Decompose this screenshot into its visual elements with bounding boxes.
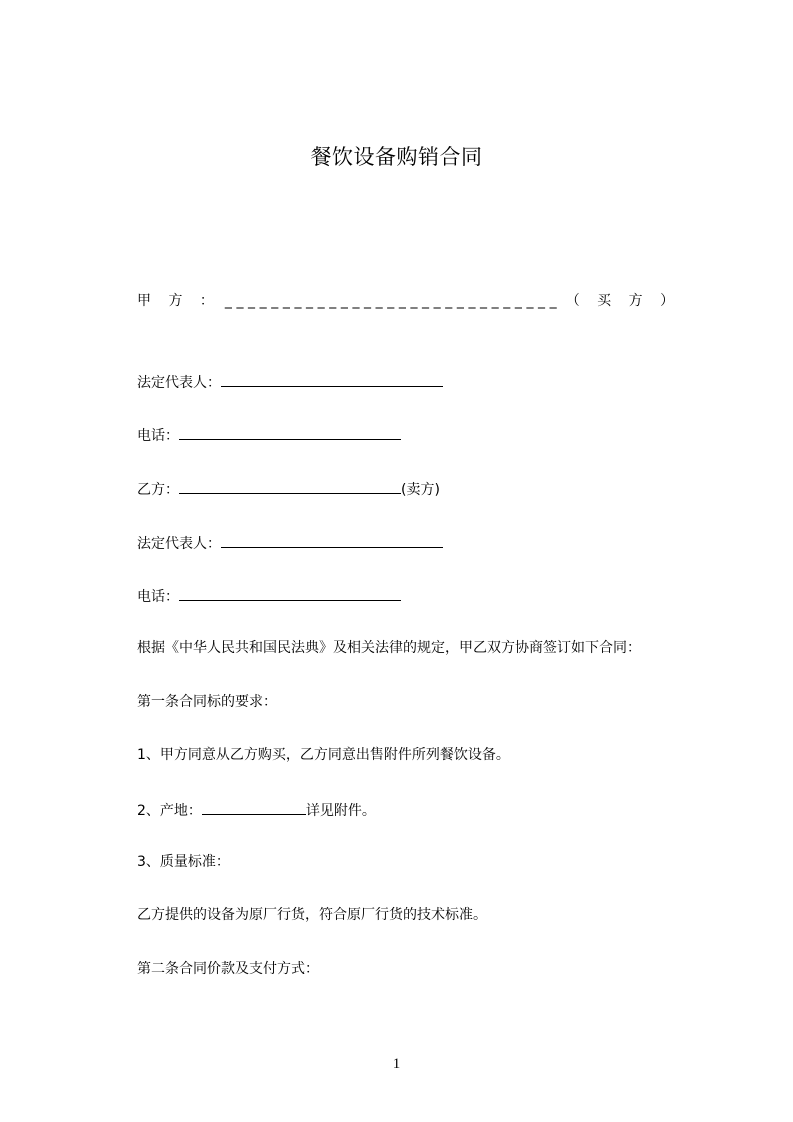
document-title: 餐饮设备购销合同: [310, 145, 483, 169]
party-a-label: 甲 方 ：: [137, 293, 221, 309]
preamble: 根据《中华人民共和国民法典》及相关法律的规定，甲乙双方协商签订如下合同：: [137, 640, 641, 656]
party-a-line: [137, 291, 681, 311]
origin-field: [202, 799, 306, 815]
article-1-item-1: 1、甲方同意从乙方购买，乙方同意出售附件所列餐饮设备。: [137, 747, 510, 763]
party-a-role: （ 买 方 ）: [565, 293, 681, 309]
page-number: 1: [392, 1056, 401, 1072]
origin-label: 2、产地：: [137, 803, 202, 819]
article-1-item-3: 3、质量标准：: [137, 854, 230, 870]
party-b-rep-label: 法定代表人：: [137, 536, 221, 552]
article-1-heading: 第一条合同标的要求：: [137, 694, 277, 710]
party-a-rep-field: [221, 371, 443, 387]
article-1-item-2: [137, 799, 376, 821]
origin-suffix: 详见附件。: [305, 803, 376, 819]
article-2-heading: 第二条合同价款及支付方式：: [137, 961, 319, 977]
party-a-phone-label: 电话：: [137, 428, 179, 444]
party-b-line: [137, 478, 440, 500]
party-b-rep-field: [221, 532, 443, 548]
party-b-role: (卖方): [401, 482, 440, 498]
party-a-phone-field: [179, 424, 401, 440]
party-a-rep-label: 法定代表人：: [137, 375, 221, 391]
party-a-rep-line: [137, 371, 443, 393]
party-b-phone-field: [179, 585, 401, 601]
party-a-phone-line: [137, 424, 401, 446]
party-b-phone-line: [137, 585, 401, 607]
party-b-field: [179, 478, 401, 494]
quality-standard-text: 乙方提供的设备为原厂行货，符合原厂行货的技术标准。: [137, 907, 487, 923]
party-b-phone-label: 电话：: [137, 589, 179, 605]
party-b-rep-line: [137, 532, 443, 554]
party-b-label: 乙方：: [137, 482, 179, 498]
party-a-blank: _____________________________: [224, 293, 562, 309]
